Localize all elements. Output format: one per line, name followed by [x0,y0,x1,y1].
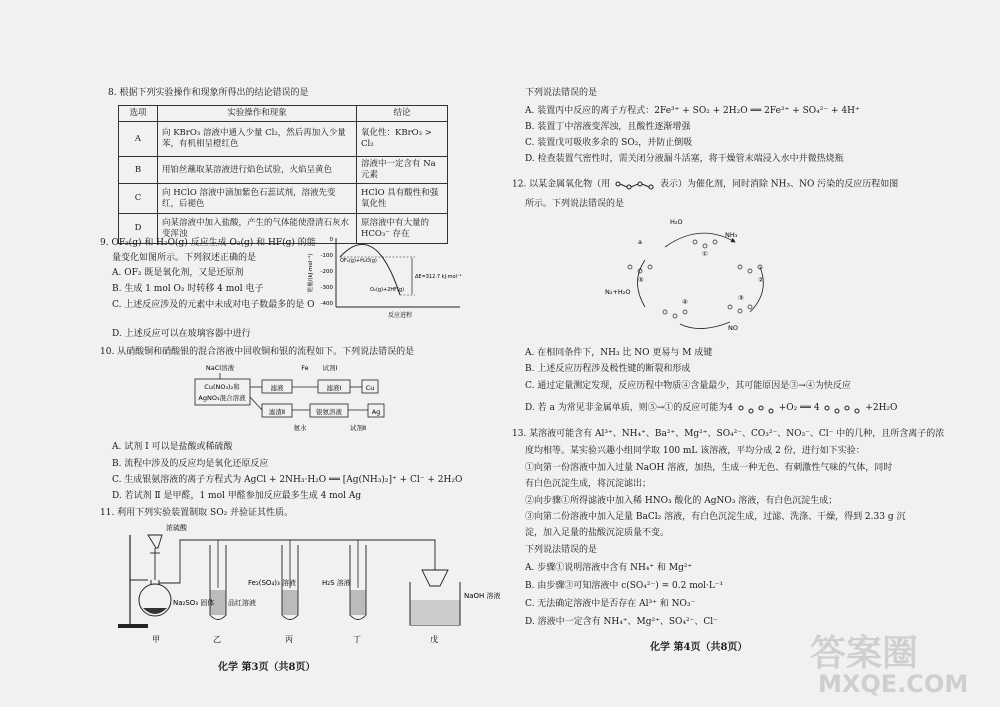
q9-option-c: C. 上述反应涉及的元素中未成对电子数最多的是 O [112,300,315,310]
h2o-label: H₂O [670,218,683,226]
naoh-label: NaOH 溶液 [464,592,501,600]
q9-stem: 9. OF₂(g) 和 H₂O(g) 反应生成 O₂(g) 和 HF(g) 的能 [100,238,316,248]
step-1-label: ① [702,250,708,258]
h2s-label: H₂S 溶液 [322,579,351,587]
conclusion-cell: 氧化性：KBrO₃ > Cl₂ [357,122,448,157]
col-operation: 实验操作和现象 [158,106,357,122]
right-page [500,0,1000,707]
q13-step-1a: ①向第一份溶液中加入过量 NaOH 溶液，加热，生成一种无色、有刺激性气味的气体，同时 [525,463,893,473]
col-option: 选项 [119,106,158,122]
test-tube-ding [350,540,366,620]
filtrate-1-label: 滤液Ⅰ [326,384,342,392]
mixture-label-1: Cu(NO₃)₂和 [204,383,240,391]
watermark-logo: 答案圈 [810,633,919,674]
magenta-label: 品红溶液 [228,599,256,607]
q9-option-a: A. OF₂ 既是氧化剂，又是还原剂 [112,268,244,278]
q11-option-a: A. 装置丙中反应的离子方程式：2Fe³⁺ + SO₂ + 2H₂O ══ 2Fe²⁺ + SO₄²⁻ + 4H⁺ [525,106,860,116]
y-tick: -200 [320,269,333,275]
ag-label: Ag [371,408,381,416]
reagent-2-label: 试剂Ⅱ [349,424,367,432]
product-label: O₂(g)+2HF(g) [370,287,405,293]
fe-sol-label: Fe₂(SO₄)₃ 溶液 [248,579,297,587]
page-footer-right: 化学 第4页（共8页） [650,642,748,653]
label-jia: 甲 [152,635,160,644]
y-tick: -100 [320,253,333,259]
q13-stem-2: 度均相等。某实验兴趣小组同学取 100 mL 该溶液，平均分成 2 份，进行如下实验： [525,446,865,456]
y-tick: -400 [320,301,333,307]
no-label: NO [728,324,738,332]
q13-intro: 下列说法错误的是 [525,545,598,555]
table-row [119,122,448,157]
table-row [119,157,448,184]
q12-stem-part-1: 12. 以某金属氧化物（用 [512,179,611,190]
q11-option-c: C. 装置戊可吸收多余的 SO₂，并防止倒吸 [525,138,693,148]
q11-stem: 11. 利用下列实验装置制取 SO₂ 并验证其性质。 [100,508,294,518]
label-wu: 戊 [430,635,438,644]
acid-label: 浓硫酸 [166,524,187,532]
beaker-wu [410,570,460,625]
n2-h2o-label: N₂+H₂O [605,288,631,296]
q11-intro: 下列说法错误的是 [525,88,598,98]
reaction-cycle-diagram [605,212,790,337]
q10-option-c: C. 生成银氨溶液的离子方程式为 AgCl + 2NH₃·H₂O ══ [Ag(NH₃)₂]⁺ + Cl⁻ + 2H₂O [112,475,463,485]
q8-stem: 8. 根据下列实验操作和现象所得出的结论错误的是 [108,88,309,98]
q13-step-3b: 淀，加入足量的盐酸沉淀质量不变。 [525,528,670,538]
catalyst-icon [736,403,776,413]
option-label: A [119,122,158,157]
solid-label: Na₂SO₃ 固体 [173,599,215,607]
label-bing: 丙 [285,635,293,644]
operation-cell: 向某溶液中加入盐酸，产生的气体能使澄清石灰水变浑浊 [158,214,357,244]
q12-option-d [525,402,897,414]
col-conclusion: 结论 [357,106,448,122]
step-2-label: ② [758,276,764,284]
q13-step-3a: ③向第二份溶液中加入足量 BaCl₂ 溶液，有白色沉淀生成，过滤、洗涤、干燥，得到 2.33 g 沉 [525,512,906,522]
q10-option-d: D. 若试剂 Ⅱ 是甲醛，1 mol 甲醛参加反应最多生成 4 mol Ag [112,491,362,501]
q8-table [118,105,448,244]
q12-stem-3: 所示。下列说法错误的是 [525,199,625,209]
reactant-label: OF₂(g)+H₂O(g) [340,258,377,264]
catalyst-icon [822,403,862,413]
x-axis-label: 反应进程 [387,312,413,319]
q10-option-a: A. 试剂 Ⅰ 可以是盐酸或稀硫酸 [112,442,233,452]
reagent-1-label: 试剂Ⅰ [322,364,338,372]
q13-option-b: B. 由步骤③可知溶液中 c(SO₄²⁻) = 0.2 mol·L⁻¹ [525,581,724,591]
q13-step-2: ②向步骤①所得滤液中加入稀 HNO₃ 酸化的 AgNO₃ 溶液，有白色沉淀生成； [525,496,838,506]
q12-option-b: B. 上述反应历程涉及极性键的断裂和形成 [525,364,691,374]
q10-option-b: B. 流程中涉及的反应均是氧化还原反应 [112,459,269,469]
mixture-label-2: AgNO₃混合溶液 [198,394,246,402]
operation-cell: 用铂丝蘸取某溶液进行焰色试验，火焰呈黄色 [158,157,357,184]
step-4-label: ④ [682,298,688,306]
nacl-label: NaCl溶液 [205,364,235,372]
q13-option-a: A. 步骤①说明溶液中含有 NH₄⁺ 和 Mg²⁺ [525,563,693,573]
conclusion-cell: HClO 具有酸性和强氧化性 [357,184,448,214]
q10-stem: 10. 从硝酸铜和硝酸银的混合溶液中回收铜和银的流程如下。下列说法错误的是 [100,347,415,357]
page-footer-left: 化学 第3页（共8页） [218,662,316,673]
q13-stem: 13. 某溶液可能含有 Al³⁺、NH₄⁺、Ba²⁺、Mg²⁺、SO₄²⁻、CO₃²⁻、NO₃⁻、Cl⁻ 中的几种，且所含离子的浓 [512,429,945,439]
step-3-label: ③ [738,294,744,302]
catalyst-icon [613,178,657,190]
y-tick: 0 [329,237,333,243]
nh3-label: NH₃ [725,231,738,239]
option-label: C [119,184,158,214]
ammonia-label: 氨水 [293,424,307,432]
q9-option-b: B. 生成 1 mol O₂ 时转移 4 mol 电子 [112,284,264,294]
residue-label: 滤渣Ⅱ [268,408,286,416]
operation-cell: 向 KBrO₃ 溶液中通入少量 Cl₂，然后再加入少量苯，有机相呈橙红色 [158,122,357,157]
q12-option-d-part-3: +2H₂O [865,403,898,413]
fe-label: Fe [301,364,309,372]
reactant-a-label: a [638,238,642,246]
test-tube-yi [210,540,226,620]
q9-stem-2: 量变化如图所示。下列叙述正确的是 [112,253,257,263]
label-yi: 乙 [213,635,221,644]
q9-option-d: D. 上述反应可以在玻璃容器中进行 [112,329,251,339]
q13-step-1b: 有白色沉淀生成，将沉淀滤出； [525,479,652,489]
option-label: D [119,214,158,244]
filtrate-label: 滤液 [270,384,284,392]
conclusion-cell: 原溶液中有大量的 HCO₃⁻ 存在 [357,214,448,244]
q13-option-d: D. 溶液中一定含有 NH₄⁺、Mg²⁺、SO₄²⁻、Cl⁻ [525,617,718,627]
q12-option-d-part-1: D. 若 a 为常见非金属单质，则⑤→①的反应可能为4 [525,403,733,413]
table-header [119,106,448,122]
delta-label: ΔE=312.7 kJ·mol⁻¹ [415,274,462,280]
conclusion-cell: 溶液中一定含有 Na 元素 [357,157,448,184]
q12-stem [512,178,898,191]
y-tick: -300 [320,285,333,291]
q12-option-a: A. 在相同条件下，NH₃ 比 NO 更易与 M 成键 [525,348,713,358]
q11-option-d: D. 检查装置气密性时，需关闭分液漏斗活塞，将干燥管末端浸入水中并微热烧瓶 [525,154,844,164]
q11-option-b: B. 装置丁中溶液变浑浊，且酸性逐渐增强 [525,122,691,132]
q12-stem-part-2: 表示）为催化剂，同时消除 NH₃、NO 污染的反应历程如图 [659,179,899,190]
q13-option-c: C. 无法确定溶液中是否存在 Al³⁺ 和 NO₃⁻ [525,599,696,609]
step-5-label: ⑤ [638,276,644,284]
cu-label: Cu [365,384,375,392]
flow-diagram [190,362,410,437]
apparatus-diagram [110,520,501,650]
silver-ammonia-label: 银氨溶液 [316,408,342,416]
energy-diagram [300,233,500,323]
y-axis-label: 能量/(kJ·mol⁻¹) [308,253,314,293]
option-label: B [119,157,158,184]
operation-cell: 向 HClO 溶液中滴加紫色石蕊试剂，溶液先变红，后褪色 [158,184,357,214]
q12-option-c: C. 通过定量测定发现，反应历程中物质④含量最少，其可能原因是③→④为快反应 [525,381,851,391]
watermark-url: MXQE.COM [818,670,969,698]
q12-option-d-part-2: +O₂ ══ 4 [778,403,820,413]
table-row [119,184,448,214]
label-ding: 丁 [353,635,361,644]
